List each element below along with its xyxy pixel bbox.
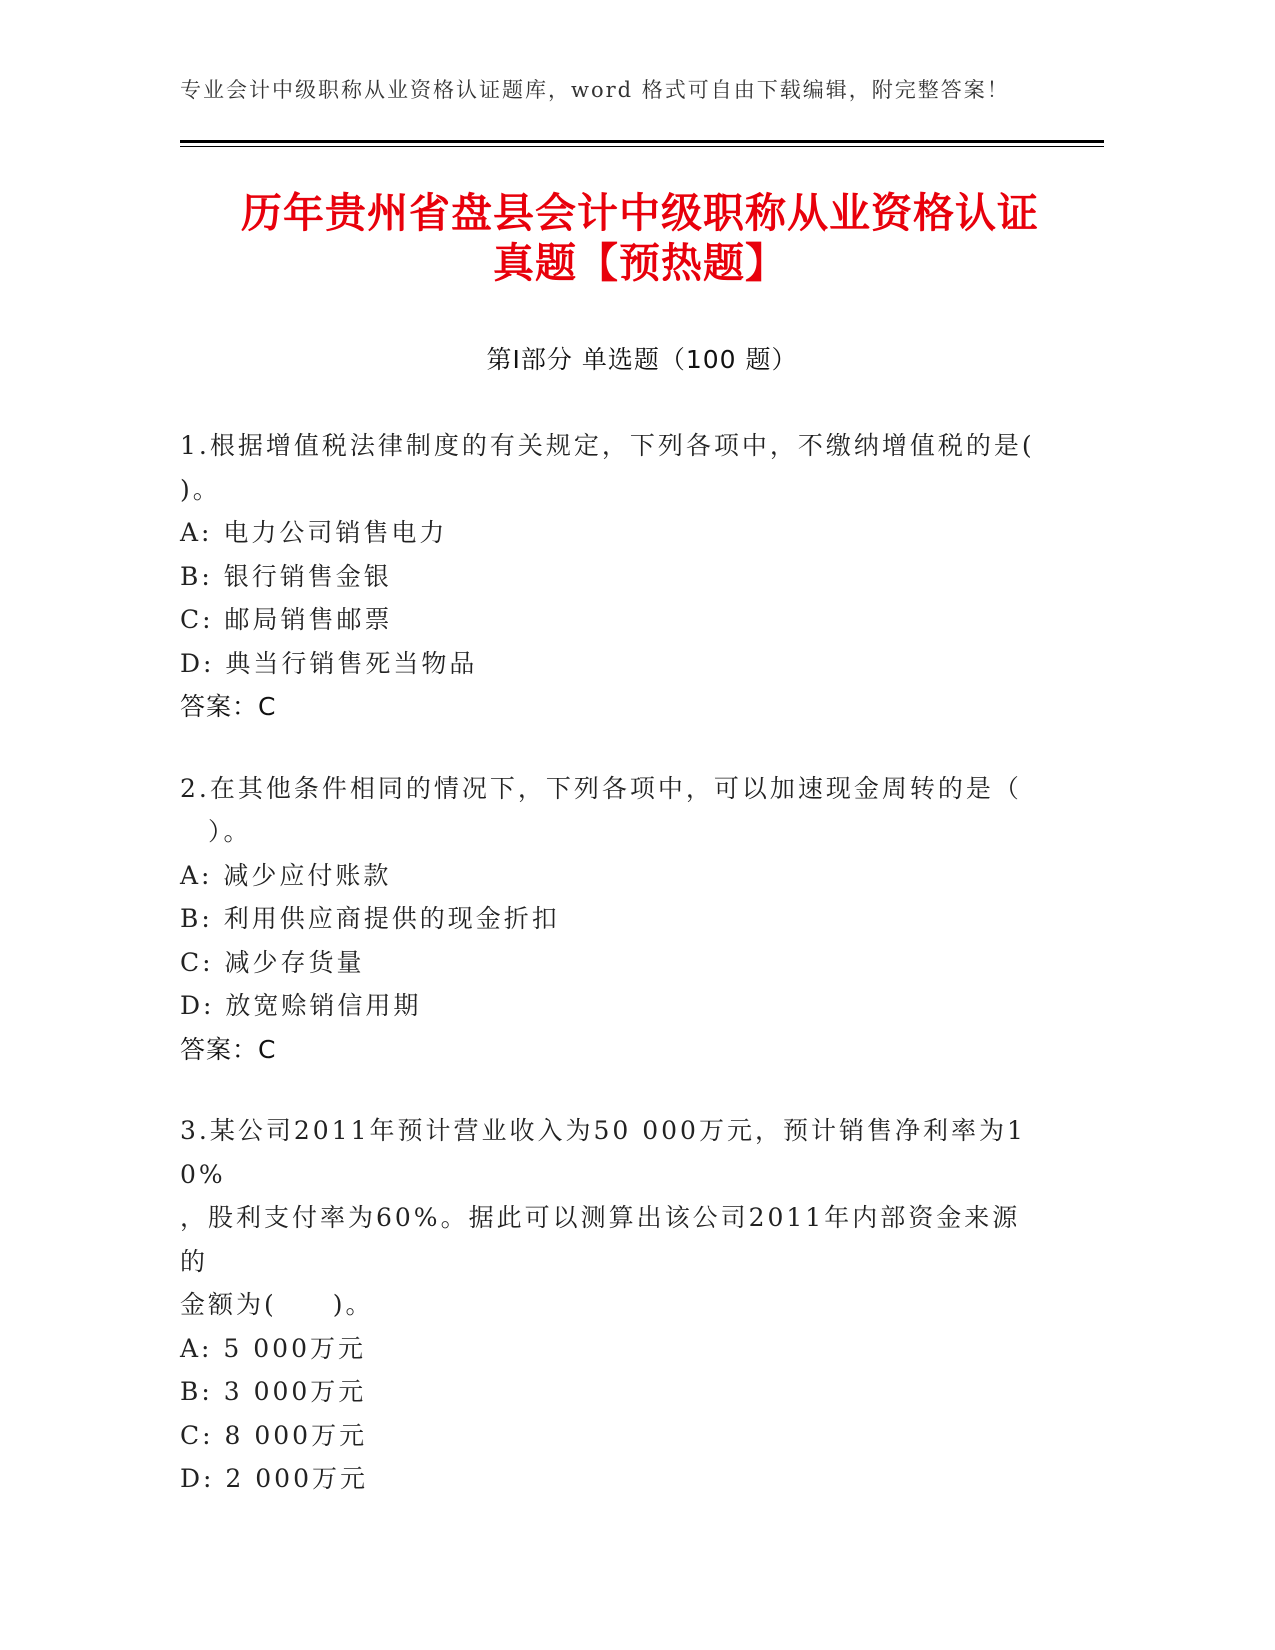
- question-1: [180, 424, 1040, 729]
- question-stem-line: 3.某公司2011年预计营业收入为50 000万元，预计销售净利率为10%: [180, 1116, 1026, 1189]
- header-note: 专业会计中级职称从业资格认证题库，word 格式可自由下载编辑，附完整答案！: [180, 78, 1010, 102]
- document-title: [160, 188, 1120, 288]
- title-line-2: 真题【预热题】: [493, 239, 787, 287]
- answer: 答案：C: [180, 692, 277, 721]
- section-title: 第Ⅰ部分 单选题（100 题）: [486, 345, 798, 374]
- option-a: A: 5 000万元: [180, 1333, 366, 1363]
- question-3: [180, 1109, 1040, 1501]
- option-d: D: 典当行销售死当物品: [180, 648, 478, 678]
- option-b: B: 利用供应商提供的现金折扣: [180, 904, 560, 933]
- question-2: [180, 767, 1040, 1072]
- option-a: A: 减少应付账款: [180, 860, 392, 890]
- question-stem-line: 金额为( )。: [180, 1290, 374, 1319]
- option-c: C: 8 000万元: [180, 1420, 368, 1450]
- option-c: C: 邮局销售邮票: [180, 605, 393, 634]
- question-stem-line: ）。: [180, 817, 252, 846]
- question-stem-line: ，股利支付率为60%。据此可以测算出该公司2011年内部资金来源的: [180, 1203, 1021, 1276]
- header-rule-thick: [180, 140, 1104, 143]
- answer: 答案：C: [180, 1034, 277, 1064]
- title-line-1: 历年贵州省盘县会计中级职称从业资格认证: [241, 189, 1039, 237]
- option-d: D: 2 000万元: [180, 1464, 368, 1493]
- header-rule-thin: [180, 146, 1104, 147]
- question-stem-line: 2.在其他条件相同的情况下，下列各项中，可以加速现金周转的是（: [180, 773, 1022, 803]
- option-b: B: 3 000万元: [180, 1377, 367, 1406]
- option-a: A: 电力公司销售电力: [180, 518, 448, 547]
- option-d: D: 放宽赊销信用期: [180, 991, 422, 1020]
- question-list: [180, 424, 1040, 1539]
- option-c: C: 减少存货量: [180, 947, 365, 977]
- question-stem-line: )。: [180, 474, 221, 504]
- question-stem-line: 1.根据增值税法律制度的有关规定，下列各项中，不缴纳增值税的是(: [180, 431, 1035, 460]
- option-b: B: 银行销售金银: [180, 561, 392, 591]
